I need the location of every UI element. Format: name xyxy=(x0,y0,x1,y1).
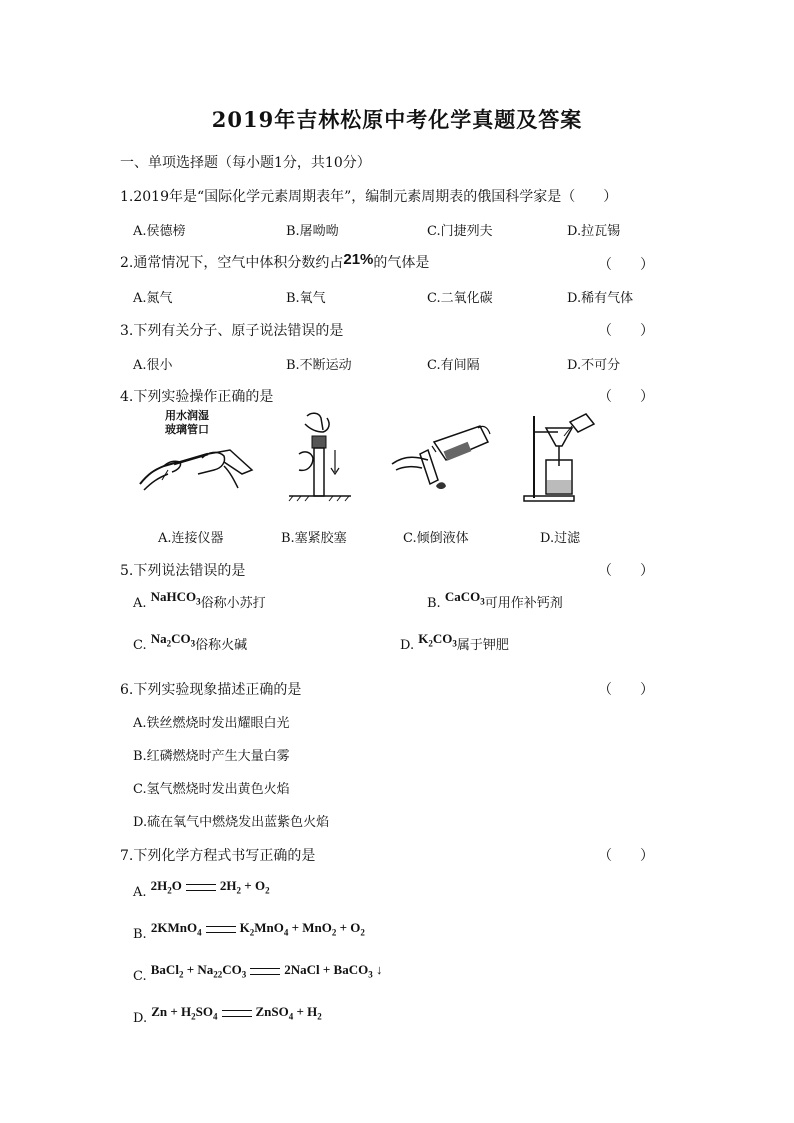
q5-option-b xyxy=(427,589,563,613)
q5-option-d-letter: D. xyxy=(400,638,415,653)
q1-option-d: D.拉瓦锡 xyxy=(567,224,621,239)
question-2-percent: 21% xyxy=(343,251,374,268)
pouring-liquid-illustration xyxy=(388,420,492,500)
q6-option-c: C.氢气燃烧时发出黄色火焰 xyxy=(133,782,290,797)
q4-option-d: D.过滤 xyxy=(540,531,581,546)
q3-option-d: D.不可分 xyxy=(567,358,621,373)
q6-answer-paren: （ ） xyxy=(598,682,654,698)
q2-option-d: D.稀有气体 xyxy=(567,291,634,306)
q7-option-b-letter: B. xyxy=(133,927,147,942)
q7-option-a-letter: A. xyxy=(133,885,147,900)
q4-image-label-line1: 用水润湿 xyxy=(165,409,209,422)
filtration-setup-illustration xyxy=(520,412,600,504)
q2-option-a: A.氮气 xyxy=(133,291,173,306)
q1-option-c: C.门捷列夫 xyxy=(427,224,493,239)
section-heading: 一、单项选择题（每小题1分，共10分） xyxy=(120,155,371,171)
q4-option-c: C.倾倒液体 xyxy=(403,531,469,546)
hands-connecting-tube-illustration xyxy=(138,440,256,492)
formula-nahco3: NaHCO$_3$ xyxy=(150,589,201,607)
q2-option-b: B.氧气 xyxy=(286,291,326,306)
q4-image-label xyxy=(165,409,209,437)
pressing-stopper-illustration xyxy=(285,410,355,502)
q5-option-d xyxy=(400,631,509,655)
formula-caco3: CaCO$_3$ xyxy=(444,589,485,607)
q6-option-b: B.红磷燃烧时产生大量白雾 xyxy=(133,749,290,764)
q7-option-d xyxy=(133,1004,322,1026)
q7-option-b xyxy=(133,920,365,942)
q7-option-d-letter: D. xyxy=(133,1011,148,1026)
formula-na2co3: $Na_2CO_3$ xyxy=(150,631,196,649)
q6-option-d: D.硫在氧气中燃烧发出蓝紫色火焰 xyxy=(133,815,330,830)
formula-k2co3: $K_2CO_3$ xyxy=(418,631,457,649)
q7-option-c-letter: C. xyxy=(133,969,147,984)
q2-option-c: C.二氧化碳 xyxy=(427,291,493,306)
q4-answer-paren: （ ） xyxy=(598,389,654,405)
q5-option-b-letter: B. xyxy=(427,596,441,611)
q7-answer-paren: （ ） xyxy=(598,848,654,864)
q6-option-a: A.铁丝燃烧时发出耀眼白光 xyxy=(133,716,290,731)
question-1: 1.2019年是“国际化学元素周期表年”，编制元素周期表的俄国科学家是（ ） xyxy=(120,189,618,205)
q5-option-a-text: 俗称小苏打 xyxy=(200,596,266,611)
q5-option-a-letter: A. xyxy=(133,596,147,611)
q5-answer-paren: （ ） xyxy=(598,563,654,579)
q3-option-b: B.不断运动 xyxy=(286,358,352,373)
q4-option-b: B.塞紧胶塞 xyxy=(281,531,347,546)
q4-image-label-line2: 玻璃管口 xyxy=(165,423,209,436)
equation-d: $Zn + H_2SO_4$ ZnSO$_4$ + $H_2$ xyxy=(151,1004,322,1022)
equation-a: $2H_2O$ $2H_2 + O_2$ xyxy=(150,878,270,896)
equation-b: 2KMnO$_4$ $K_2MnO_4 + MnO_2 + O_2$ xyxy=(150,920,365,938)
q3-option-c: C.有间隔 xyxy=(427,358,480,373)
q5-option-a xyxy=(133,589,266,613)
question-2 xyxy=(120,252,429,272)
q3-option-a: A.很小 xyxy=(133,358,173,373)
question-5: 5.下列说法错误的是 xyxy=(120,563,246,579)
question-7: 7.下列化学方程式书写正确的是 xyxy=(120,848,316,864)
q7-option-c xyxy=(133,962,383,984)
q5-option-c-text: 俗称火碱 xyxy=(195,638,248,653)
q1-option-b: B.屠呦呦 xyxy=(286,224,339,239)
q5-option-c-letter: C. xyxy=(133,638,147,653)
q5-option-c xyxy=(133,631,248,655)
question-2-post: 的气体是 xyxy=(373,255,430,271)
question-2-pre: 2.通常情况下，空气中体积分数约占 xyxy=(120,255,344,271)
q2-answer-paren: （ ） xyxy=(598,257,654,273)
equation-c: BaCl$_2$ + $Na_{22}CO_3$ 2NaCl + BaCO$_3$ ↓ xyxy=(150,962,383,980)
question-6: 6.下列实验现象描述正确的是 xyxy=(120,682,302,698)
q5-option-d-text: 属于钾肥 xyxy=(456,638,509,653)
q5-option-b-text: 可用作补钙剂 xyxy=(484,596,563,611)
q3-answer-paren: （ ） xyxy=(598,323,654,339)
question-4: 4.下列实验操作正确的是 xyxy=(120,389,274,405)
q1-option-a: A.侯德榜 xyxy=(133,224,186,239)
question-3: 3.下列有关分子、原子说法错误的是 xyxy=(120,323,344,339)
page-title: 2019年吉林松原中考化学真题及答案 xyxy=(211,107,583,132)
q4-option-a: A.连接仪器 xyxy=(158,531,224,546)
q7-option-a xyxy=(133,878,270,900)
